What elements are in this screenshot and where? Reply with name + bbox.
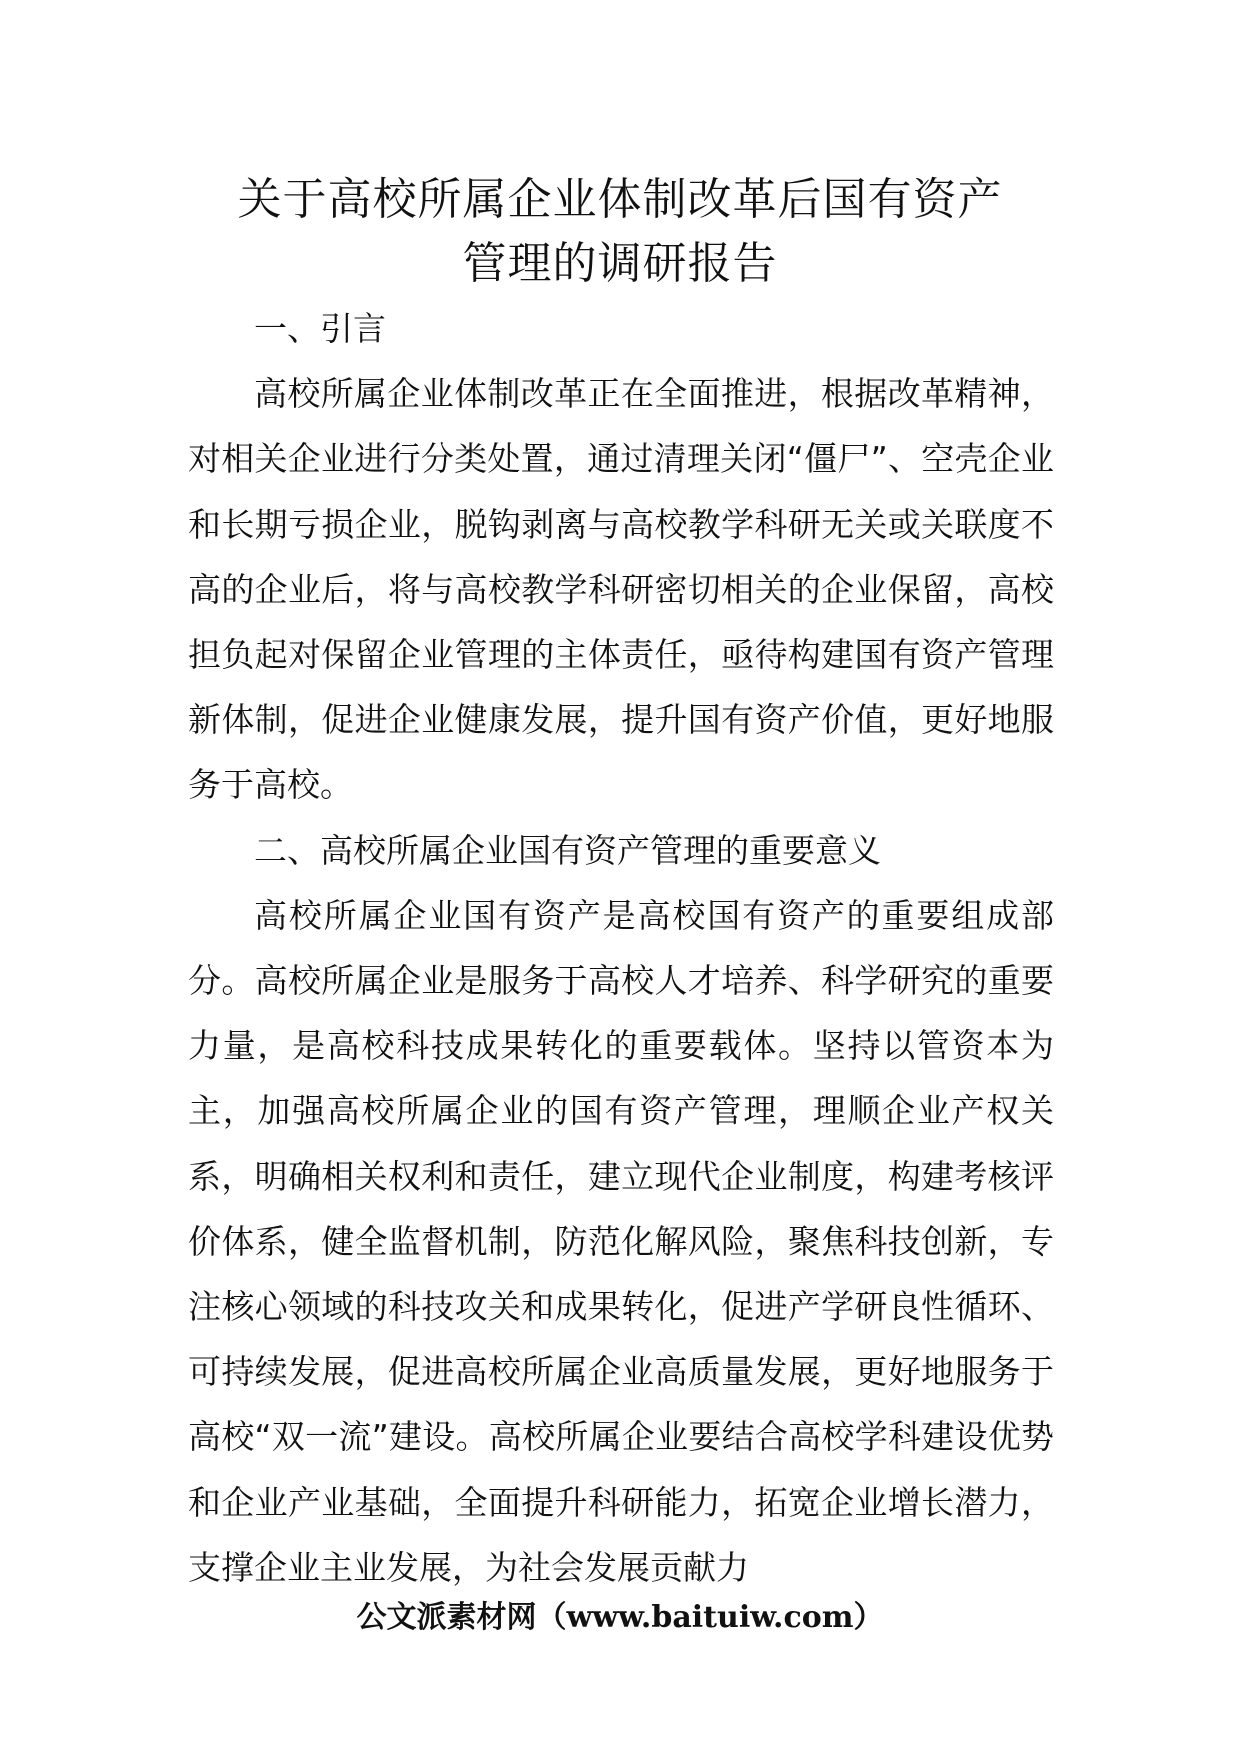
- document-title-line-1: 关于高校所属企业体制改革后国有资产: [237, 174, 1003, 225]
- section-heading-significance: 二、高校所属企业国有资产管理的重要意义: [254, 830, 881, 870]
- document-body: [188, 296, 1054, 1600]
- document-title-line-2: 管理的调研报告: [462, 238, 778, 289]
- paragraph-significance: 高校所属企业国有资产是高校国有资产的重要组成部分。高校所属企业是服务于高校人才培养、科学研究的重要力量，是高校科技成果转化的重要载体。坚持以管资本为主，加强高校所属企业的国有资产管理，理顺企业产权关系，明确相关权利和责任，建立现代企业制度，构建考核评价体系，健全监督机制，防范化解风险，聚焦科技创新，专注核心领域的科技攻关和成果转化，促进产学研良性循环、可持续发展，促进高校所属企业高质量发展，更好地服务于高校“双一流”建设。高校所属企业要结合高校学科建设优势和企业产业基础，全面提升科研能力，拓宽企业增长潜力，支撑企业主业发展，为社会发展贡献力: [188, 895, 1054, 1587]
- paragraph-introduction: 高校所属企业体制改革正在全面推进，根据改革精神，对相关企业进行分类处置，通过清理关闭“僵尸”、空壳企业和长期亏损企业，脱钩剥离与高校教学科研无关或关联度不高的企业后，将与高校教学科研密切相关的企业保留，高校担负起对保留企业管理的主体责任，亟待构建国有资产管理新体制，促进企业健康发展，提升国有资产价值，更好地服务于高校。: [188, 374, 1054, 805]
- section-heading-introduction: 一、引言: [254, 309, 386, 348]
- watermark-footer: 公文派素材网（www.baituiw.com）: [356, 1600, 884, 1635]
